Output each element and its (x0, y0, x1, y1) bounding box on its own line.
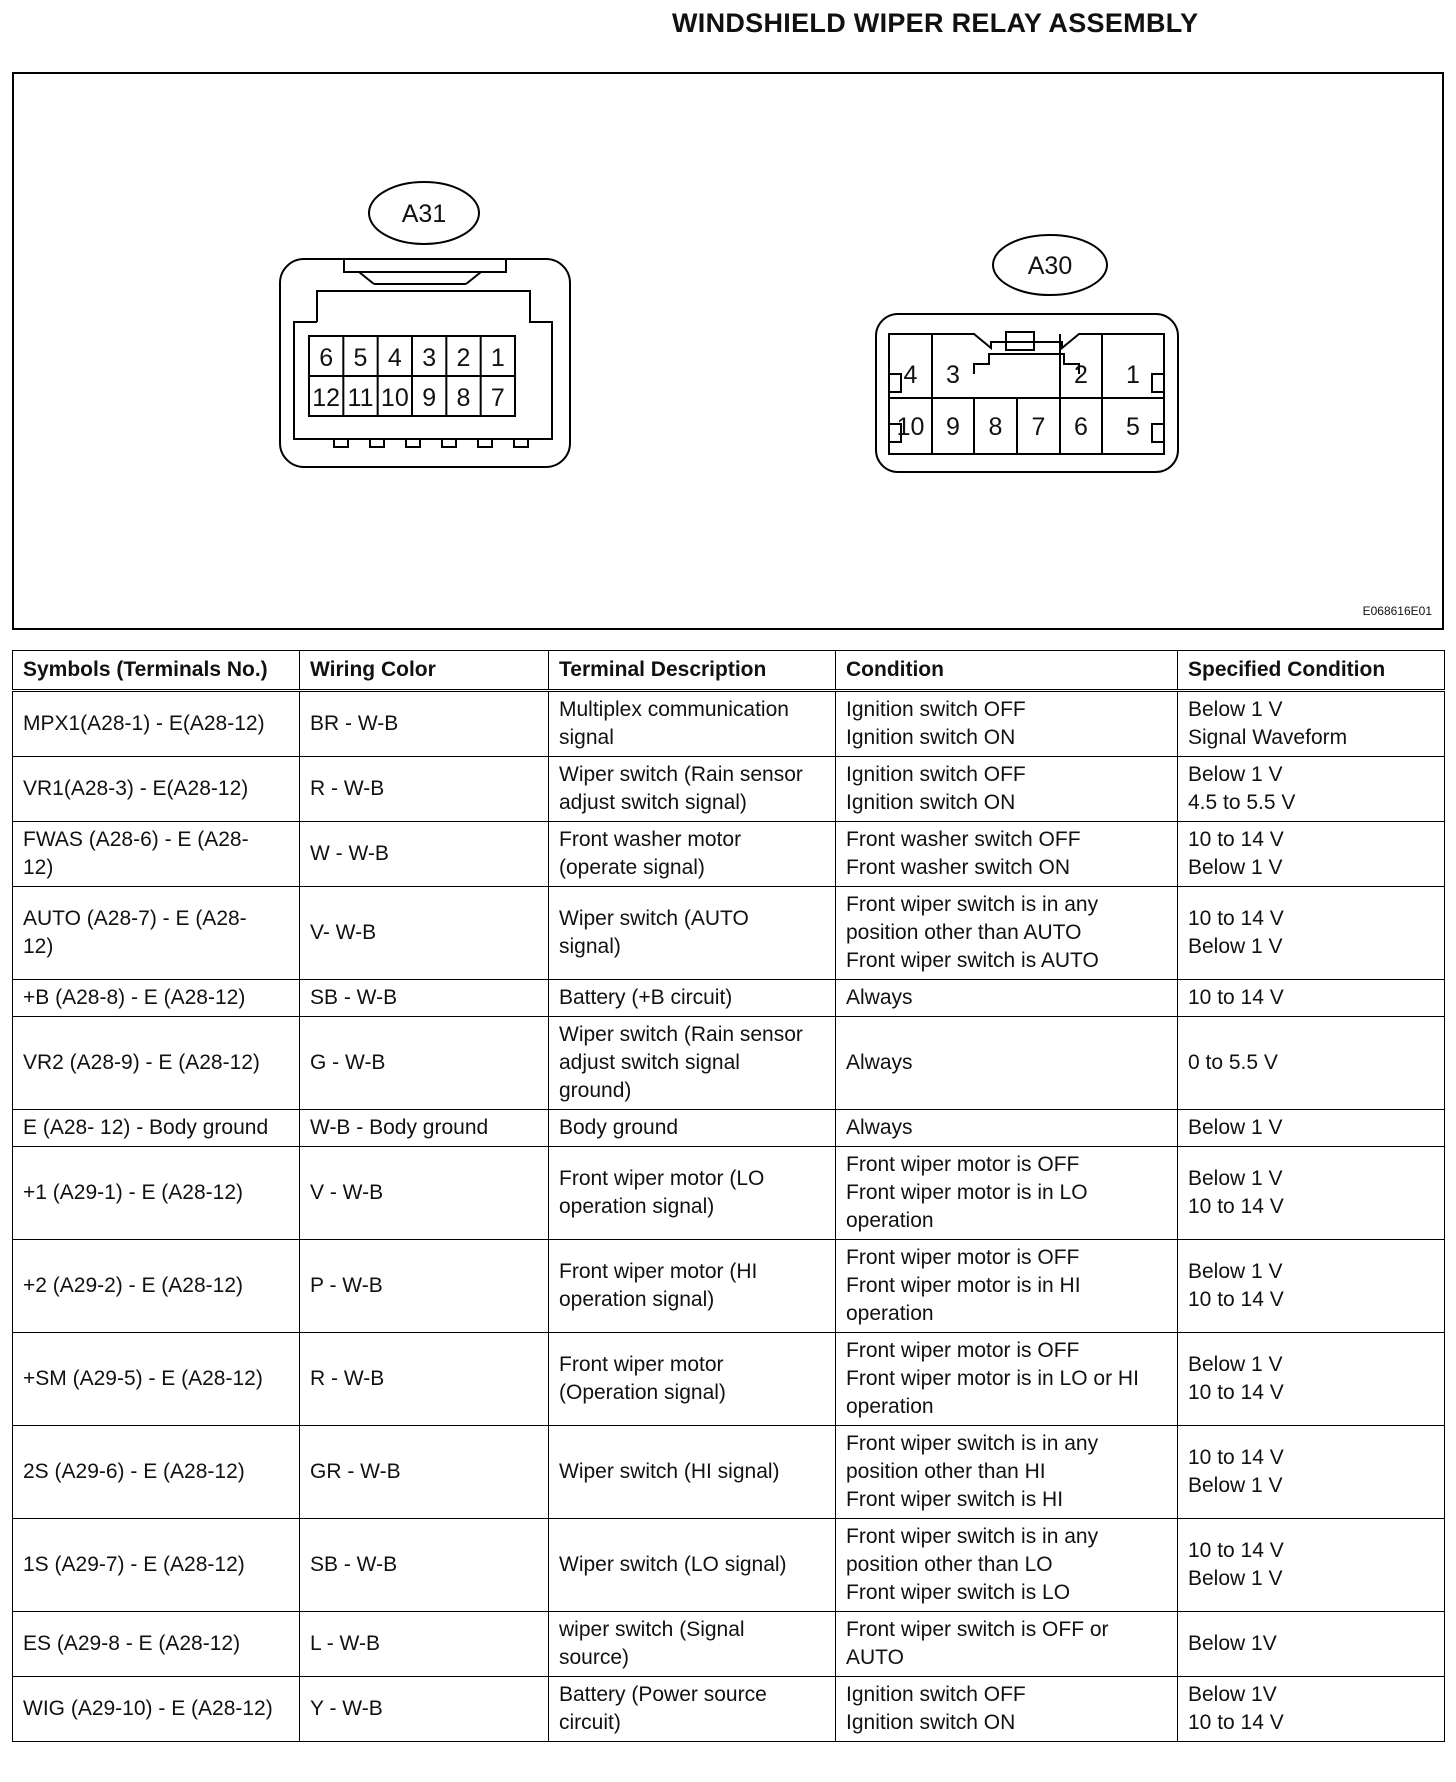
cell-text-line: 10 to 14 V (1188, 1446, 1284, 1469)
cell-text-line: 10 to 14 V (1188, 907, 1284, 930)
cell-wiring-color (300, 1240, 549, 1333)
cell-text-line: 10 to 14 V (1188, 986, 1284, 1009)
cell-text-line: ES (A29-8 - E (A28-12) (23, 1632, 241, 1655)
cell-wiring-color (300, 887, 549, 980)
cell-text-line: operation (846, 1209, 934, 1232)
cell-text-line: Front washer switch OFF (846, 828, 1081, 851)
cell-text-line: Front wiper motor (LO (559, 1167, 765, 1190)
connector-a30-housing (876, 314, 1178, 472)
cell-text-line: Below 1 V (1188, 1260, 1283, 1283)
cell-text-line: V - W-B (310, 1181, 384, 1204)
cell-text-line: Front wiper switch is in any (846, 1525, 1099, 1548)
cell-text-line: 12) (23, 856, 54, 879)
terminal-pin (370, 439, 384, 447)
cell-description (549, 1612, 836, 1677)
cell-wiring-color (300, 980, 549, 1017)
cell-text-line: SB - W-B (310, 1553, 398, 1576)
cell-description (549, 1147, 836, 1240)
cell-text-line: Ignition switch OFF (846, 698, 1026, 721)
cell-condition (836, 1240, 1178, 1333)
cell-text-line: Front wiper switch is in any (846, 1432, 1099, 1455)
cell-text-line: G - W-B (310, 1051, 386, 1074)
pin-number: 4 (387, 344, 402, 372)
cell-text-line: Front wiper motor (HI (559, 1260, 758, 1283)
cell-spec (1178, 1017, 1445, 1110)
table-row (13, 757, 1445, 822)
cell-text-line: 10 to 14 V (1188, 1195, 1284, 1218)
cell-wiring-color (300, 1147, 549, 1240)
cell-text-line: Ignition switch OFF (846, 1683, 1026, 1706)
pin-number: 5 (353, 344, 368, 372)
cell-symbol (13, 1677, 300, 1742)
cell-symbol (13, 1426, 300, 1519)
cell-condition (836, 980, 1178, 1017)
cell-text-line: R - W-B (310, 1367, 385, 1390)
cell-text-line: FWAS (A28-6) - E (A28- (23, 828, 249, 851)
pin-number: 9 (422, 384, 437, 412)
cell-description (549, 1677, 836, 1742)
cell-condition (836, 822, 1178, 887)
pin-number: 3 (422, 344, 437, 372)
table-row (13, 1333, 1445, 1426)
table-row (13, 1519, 1445, 1612)
cell-spec (1178, 822, 1445, 887)
cell-text-line: V- W-B (310, 921, 377, 944)
cell-text-line: L - W-B (310, 1632, 381, 1655)
cell-symbol (13, 757, 300, 822)
cell-text-line: Multiplex communication (559, 698, 789, 721)
terminal-spec-table (12, 650, 1445, 1742)
cell-text-line: 4.5 to 5.5 V (1188, 791, 1296, 814)
cell-text-line: adjust switch signal (559, 1051, 740, 1074)
table-row (13, 1147, 1445, 1240)
cell-spec (1178, 1240, 1445, 1333)
terminal-pin (478, 439, 492, 447)
cell-text-line: Always (846, 1051, 913, 1074)
pin-number: 8 (456, 384, 471, 412)
cell-condition (836, 691, 1178, 757)
cell-text-line: Front wiper motor (559, 1353, 724, 1376)
connector-a30-center-key (974, 354, 1079, 374)
cell-text-line: Wiper switch (Rain sensor (559, 1023, 803, 1046)
cell-text-line: position other than LO (846, 1553, 1053, 1576)
table-row (13, 1017, 1445, 1110)
header-terminal-description: Terminal Description (549, 651, 836, 691)
cell-text-line: Wiper switch (Rain sensor (559, 763, 803, 786)
terminal-pin (406, 439, 420, 447)
cell-text-line: Below 1 V (1188, 1116, 1283, 1139)
cell-description (549, 691, 836, 757)
cell-text-line: position other than AUTO (846, 921, 1082, 944)
cell-symbol (13, 1333, 300, 1426)
cell-condition (836, 1426, 1178, 1519)
pin-number: 2 (1074, 361, 1088, 389)
cell-text-line: adjust switch signal) (559, 791, 747, 814)
pin-number: 11 (347, 384, 374, 412)
connector-a31-bottom-pins (334, 439, 528, 447)
cell-text-line: 10 to 14 V (1188, 1711, 1284, 1734)
cell-text-line: +2 (A29-2) - E (A28-12) (23, 1274, 244, 1297)
cell-text-line: operation signal) (559, 1288, 715, 1311)
cell-text-line: 10 to 14 V (1188, 1381, 1284, 1404)
cell-text-line: Wiper switch (LO signal) (559, 1553, 787, 1576)
cell-text-line: Front wiper switch is HI (846, 1488, 1064, 1511)
cell-wiring-color (300, 1426, 549, 1519)
cell-text-line: Signal Waveform (1188, 726, 1348, 749)
cell-wiring-color (300, 1333, 549, 1426)
cell-text-line: 10 to 14 V (1188, 828, 1284, 851)
pin-number: 12 (312, 384, 341, 412)
cell-text-line: +B (A28-8) - E (A28-12) (23, 986, 246, 1009)
cell-text-line: (operate signal) (559, 856, 705, 879)
cell-text-line: MPX1(A28-1) - E(A28-12) (23, 712, 265, 735)
header-specified-condition: Specified Condition (1178, 651, 1445, 691)
pin-number: 1 (490, 344, 505, 372)
cell-text-line: Ignition switch OFF (846, 763, 1026, 786)
cell-text-line: Below 1 V (1188, 1167, 1283, 1190)
cell-text-line: Ignition switch ON (846, 726, 1016, 749)
cell-symbol (13, 691, 300, 757)
cell-text-line: 12) (23, 935, 54, 958)
cell-symbol (13, 1612, 300, 1677)
table-body (13, 691, 1445, 1742)
cell-wiring-color (300, 1677, 549, 1742)
cell-condition (836, 1147, 1178, 1240)
cell-text-line: Ignition switch ON (846, 791, 1016, 814)
cell-spec (1178, 980, 1445, 1017)
table-row (13, 1110, 1445, 1147)
cell-text-line: ground) (559, 1079, 632, 1102)
cell-text-line: 10 to 14 V (1188, 1288, 1284, 1311)
connector-a31-latch (344, 259, 506, 272)
cell-text-line: circuit) (559, 1711, 621, 1734)
table-row (13, 822, 1445, 887)
cell-description (549, 1017, 836, 1110)
header-wiring-color: Wiring Color (300, 651, 549, 691)
pin-number: 6 (1074, 413, 1088, 441)
cell-text-line: +SM (A29-5) - E (A28-12) (23, 1367, 263, 1390)
cell-text-line: Wiper switch (HI signal) (559, 1460, 780, 1483)
connector-diagram-svg (14, 74, 1442, 628)
cell-text-line: Front wiper motor is in LO (846, 1181, 1088, 1204)
cell-text-line: 1S (A29-7) - E (A28-12) (23, 1553, 245, 1576)
cell-spec (1178, 887, 1445, 980)
cell-wiring-color (300, 757, 549, 822)
cell-condition (836, 1677, 1178, 1742)
pin-number: 1 (1126, 361, 1140, 389)
cell-text-line: Battery (+B circuit) (559, 986, 733, 1009)
header-condition: Condition (836, 651, 1178, 691)
cell-spec (1178, 757, 1445, 822)
cell-text-line: WIG (A29-10) - E (A28-12) (23, 1697, 273, 1720)
cell-description (549, 887, 836, 980)
cell-text-line: AUTO (A28-7) - E (A28- (23, 907, 247, 930)
cell-wiring-color (300, 1017, 549, 1110)
cell-text-line: Battery (Power source (559, 1683, 767, 1706)
cell-text-line: wiper switch (Signal (559, 1618, 745, 1641)
connector-diagram (12, 72, 1444, 630)
pin-number: 6 (319, 344, 334, 372)
cell-spec (1178, 691, 1445, 757)
cell-symbol (13, 980, 300, 1017)
cell-text-line: Front wiper motor is OFF (846, 1246, 1080, 1269)
cell-text-line: E (A28- 12) - Body ground (23, 1116, 269, 1139)
cell-text-line: Front wiper switch is OFF or (846, 1618, 1109, 1641)
cell-text-line: Below 1 V (1188, 935, 1283, 958)
cell-text-line: position other than HI (846, 1460, 1046, 1483)
figure-code: E068616E01 (1362, 604, 1432, 618)
cell-condition (836, 887, 1178, 980)
cell-text-line: Front wiper switch is AUTO (846, 949, 1099, 972)
pin-number: 2 (456, 344, 471, 372)
cell-symbol (13, 822, 300, 887)
table-row (13, 980, 1445, 1017)
cell-spec (1178, 1519, 1445, 1612)
cell-text-line: AUTO (846, 1646, 904, 1669)
pin-number: 3 (946, 361, 960, 389)
pin-number: 5 (1126, 413, 1140, 441)
cell-condition (836, 1519, 1178, 1612)
cell-spec (1178, 1110, 1445, 1147)
cell-symbol (13, 1240, 300, 1333)
cell-text-line: operation (846, 1395, 934, 1418)
cell-text-line: Front washer motor (559, 828, 742, 851)
cell-text-line: 2S (A29-6) - E (A28-12) (23, 1460, 245, 1483)
cell-spec (1178, 1677, 1445, 1742)
cell-text-line: Front wiper motor is in HI (846, 1274, 1081, 1297)
cell-text-line: (Operation signal) (559, 1381, 726, 1404)
cell-condition (836, 1110, 1178, 1147)
cell-text-line: Below 1V (1188, 1683, 1277, 1706)
cell-text-line: Body ground (559, 1116, 679, 1139)
table-row (13, 1612, 1445, 1677)
cell-text-line: Below 1V (1188, 1632, 1277, 1655)
pin-number: 10 (380, 384, 409, 412)
cell-description (549, 1426, 836, 1519)
cell-text-line: P - W-B (310, 1274, 383, 1297)
cell-text-line: 0 to 5.5 V (1188, 1051, 1278, 1074)
cell-text-line: GR - W-B (310, 1460, 401, 1483)
cell-condition (836, 1333, 1178, 1426)
terminal-pin (514, 439, 528, 447)
cell-wiring-color (300, 1110, 549, 1147)
connector-a30-grid (889, 334, 1164, 454)
cell-wiring-color (300, 1519, 549, 1612)
cell-symbol (13, 887, 300, 980)
cell-wiring-color (300, 822, 549, 887)
table-row (13, 1240, 1445, 1333)
cell-symbol (13, 1110, 300, 1147)
cell-text-line: VR1(A28-3) - E(A28-12) (23, 777, 249, 800)
cell-text-line: Below 1 V (1188, 763, 1283, 786)
cell-description (549, 980, 836, 1017)
cell-description (549, 757, 836, 822)
cell-text-line: Front washer switch ON (846, 856, 1071, 879)
table-row (13, 1677, 1445, 1742)
cell-text-line: W-B - Body ground (310, 1116, 489, 1139)
cell-text-line: SB - W-B (310, 986, 398, 1009)
cell-text-line: Below 1 V (1188, 1567, 1283, 1590)
cell-description (549, 1519, 836, 1612)
terminal-pin (334, 439, 348, 447)
cell-spec (1178, 1612, 1445, 1677)
cell-text-line: Always (846, 1116, 913, 1139)
cell-spec (1178, 1426, 1445, 1519)
pin-number: 9 (946, 413, 960, 441)
cell-text-line: Front wiper switch is in any (846, 893, 1099, 916)
cell-text-line: signal (559, 726, 614, 749)
cell-text-line: Front wiper switch is LO (846, 1581, 1071, 1604)
cell-wiring-color (300, 691, 549, 757)
cell-symbol (13, 1519, 300, 1612)
cell-text-line: BR - W-B (310, 712, 399, 735)
cell-text-line: W - W-B (310, 842, 389, 865)
cell-symbol (13, 1017, 300, 1110)
cell-text-line: source) (559, 1646, 630, 1669)
cell-spec (1178, 1147, 1445, 1240)
table-header-row (13, 651, 1445, 691)
cell-text-line: signal) (559, 935, 621, 958)
cell-text-line: Always (846, 986, 913, 1009)
connector-a30-label: A30 (1027, 252, 1073, 280)
connector-a31-pins (312, 344, 505, 412)
cell-text-line: Front wiper motor is OFF (846, 1153, 1080, 1176)
connector-a30-pins (897, 361, 1140, 441)
cell-description (549, 1333, 836, 1426)
cell-spec (1178, 1333, 1445, 1426)
pin-number: 8 (988, 413, 1003, 441)
cell-symbol (13, 1147, 300, 1240)
cell-text-line: Below 1 V (1188, 698, 1283, 721)
cell-text-line: Below 1 V (1188, 1474, 1283, 1497)
cell-text-line: +1 (A29-1) - E (A28-12) (23, 1181, 244, 1204)
connector-a30-cavity (889, 334, 1164, 454)
cell-text-line: operation (846, 1302, 934, 1325)
cell-text-line: Wiper switch (AUTO (559, 907, 749, 930)
cell-text-line: Y - W-B (310, 1697, 383, 1720)
cell-condition (836, 1017, 1178, 1110)
table-row (13, 1426, 1445, 1519)
header-symbols: Symbols (Terminals No.) (13, 651, 300, 691)
cell-description (549, 1110, 836, 1147)
cell-text-line: Front wiper motor is in LO or HI (846, 1367, 1139, 1390)
cell-text-line: Below 1 V (1188, 1353, 1283, 1376)
table-row (13, 887, 1445, 980)
cell-text-line: R - W-B (310, 777, 385, 800)
cell-condition (836, 1612, 1178, 1677)
cell-text-line: Front wiper motor is OFF (846, 1339, 1080, 1362)
terminal-pin (442, 439, 456, 447)
cell-wiring-color (300, 1612, 549, 1677)
pin-number: 7 (490, 384, 505, 412)
cell-description (549, 822, 836, 887)
cell-description (549, 1240, 836, 1333)
table-row (13, 691, 1445, 757)
cell-text-line: operation signal) (559, 1195, 715, 1218)
page-title: WINDSHIELD WIPER RELAY ASSEMBLY (672, 8, 1199, 38)
pin-number: 10 (896, 413, 925, 441)
cell-text-line: Ignition switch ON (846, 1711, 1016, 1734)
pin-number: 4 (903, 361, 918, 389)
cell-text-line: VR2 (A28-9) - E (A28-12) (23, 1051, 260, 1074)
cell-condition (836, 757, 1178, 822)
cell-text-line: Below 1 V (1188, 856, 1283, 879)
cell-text-line: 10 to 14 V (1188, 1539, 1284, 1562)
pin-number: 7 (1031, 413, 1046, 441)
connector-a31-label: A31 (401, 200, 447, 228)
